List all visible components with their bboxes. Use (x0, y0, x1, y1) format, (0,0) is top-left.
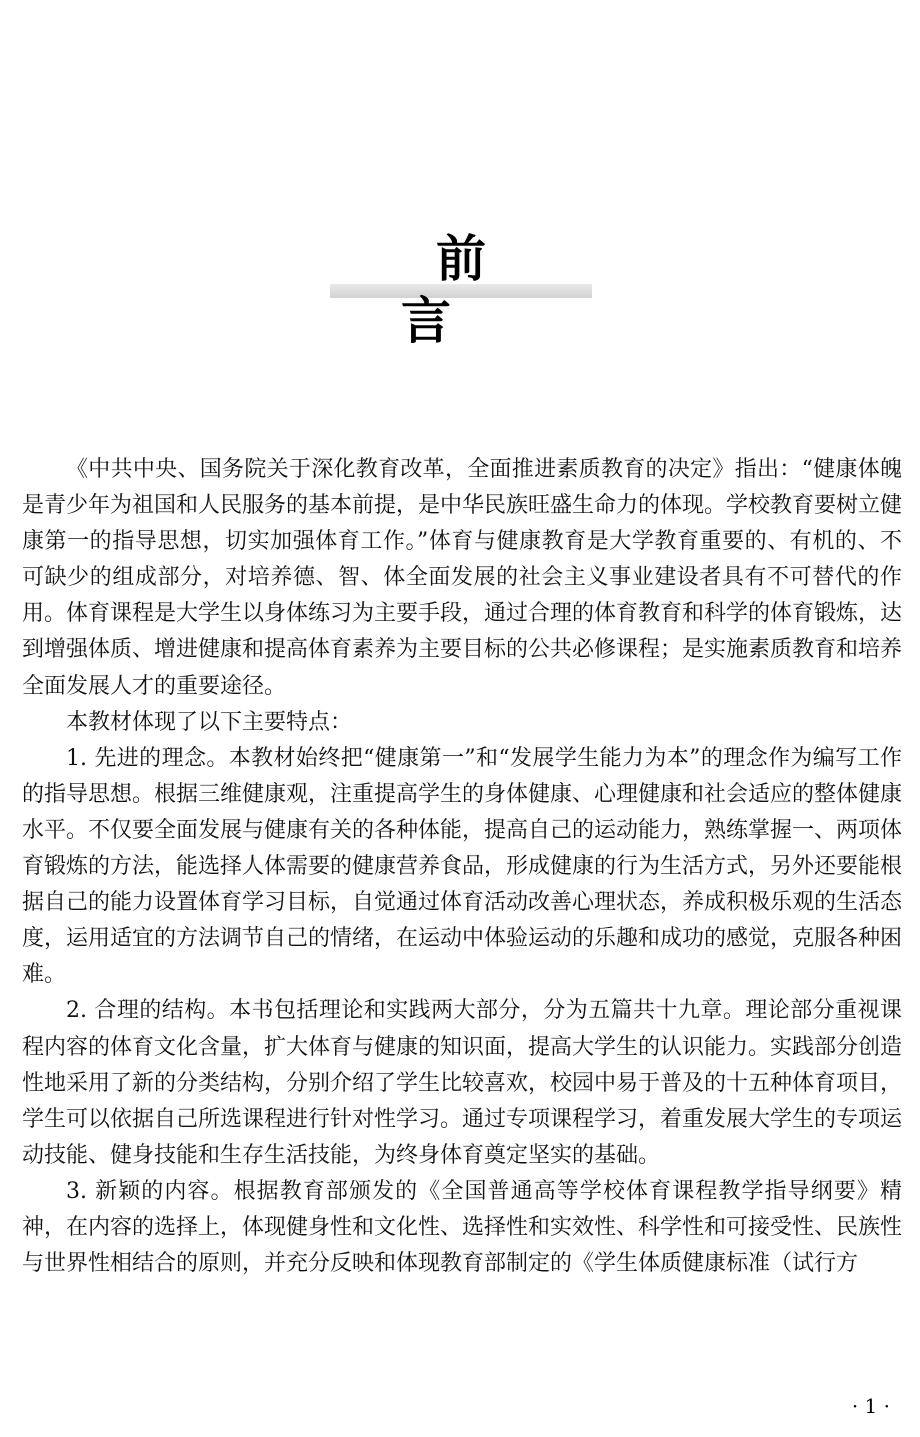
paragraph-intro: 《中共中央、国务院关于深化教育改革，全面推进素质教育的决定》指出：“健康体魄是青少年为祖国和人民服务的基本前提，是中华民族旺盛生命力的体现。学校教育要树立健康第一的指导思想，切实加强体育工作。”体育与健康教育是大学教育重要的、有机的、不可缺少的组成部分，对培养德、智、体全面发展的社会主义事业建设者具有不可替代的作用。体育课程是大学生以身体练习为主要手段，通过合理的体育教育和科学的体育锻炼，达到增强体质、增进健康和提高体育素养为主要目标的公共必修课程；是实施素质教育和培养全面发展人才的重要途径。 (22, 457, 903, 699)
paragraph-features-lead: 本教材体现了以下主要特点： (66, 709, 353, 735)
preface-body (22, 452, 902, 1282)
preface-title: 前 言 (401, 230, 676, 350)
paragraph-feature-3: 3. 新颖的内容。根据教育部颁发的《全国普通高等学校体育课程教学指导纲要》精神，在内容的选择上，体现健身性和文化性、选择性和实效性、科学性和可接受性、民族性与世界性相结合的原则，并充分反映和体现教育部制定的《学生体质健康标准（试行方 (22, 1178, 903, 1277)
preface-title-block (330, 228, 676, 350)
paragraph-feature-2: 2. 合理的结构。本书包括理论和实践两大部分，分为五篇共十九章。理论部分重视课程内容的体育文化含量，扩大体育与健康的知识面，提高大学生的认识能力。实践部分创造性地采用了新的分类结构，分别介绍了学生比较喜欢，校园中易于普及的十五种体育项目，学生可以依据自己所选课程进行针对性学习。通过专项课程学习，着重发展大学生的专项运动技能、健身技能和生存生活技能，为终身体育奠定坚实的基础。 (22, 998, 903, 1168)
page-number: · 1 · (851, 1394, 890, 1418)
paragraph-feature-1: 1. 先进的理念。本教材始终把“健康第一”和“发展学生能力为本”的理念作为编写工作的指导思想。根据三维健康观，注重提高学生的身体健康、心理健康和社会适应的整体健康水平。不仅要全面发展与健康有关的各种体能，提高自己的运动能力，熟练掌握一、两项体育锻炼的方法，能选择人体需要的健康营养食品，形成健康的行为生活方式，另外还要能根据自己的能力设置体育学习目标，自觉通过体育活动改善心理状态，养成积极乐观的生活态度，运用适宜的方法调节自己的情绪，在运动中体验运动的乐趣和成功的感觉，克服各种困难。 (22, 745, 903, 988)
